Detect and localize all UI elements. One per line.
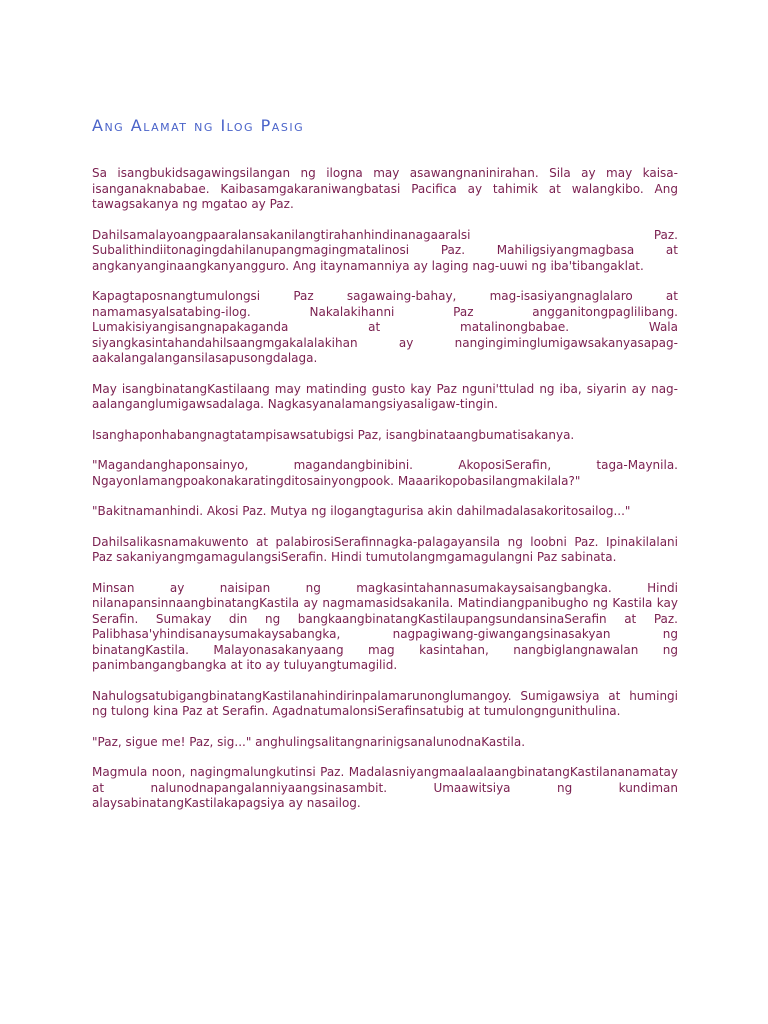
- paragraph: "Bakitnamanhindi. Akosi Paz. Mutya ng ilogangtagurisa akin dahilmadalasakoritosailog...": [92, 504, 631, 518]
- paragraph: Sa isangbukidsagawingsilangan ng ilogna may asawangnaninirahan. Sila ay may kaisa-isanganaknababae. Kaibasamgakaraniwangbatasi Pacifica ay tahimik at walangkibo. Ang tawagsakanya ng mgatao ay Paz.: [92, 166, 678, 211]
- paragraph: Dahilsamalayoangpaaralansakanilangtirahanhindinanagaaralsi Paz. Subalithindiitonagingdahilanupangmagingmatalinosi Paz. Mahiligsiyangmagbasa at angkanyanginaangkanyangguro. Ang itaynamanniya ay laging nag-uuwi ng iba'tibangaklat.: [92, 227, 678, 273]
- paragraph: Dahilsalikasnamakuwento at palabirosiSerafinnagka-palagayansila ng loobni Paz. Ipinakilalani Paz sakaniyangmgamagulangsiSerafin. Hindi tumutolangmgamagulangni Paz sabinata.: [92, 534, 678, 564]
- paragraph: Minsan ay naisipan ng magkasintahannasumakaysaisangbangka. Hindi nilanapansinnaangbinatangKastila ay nagmamasidsakanila. Matindiangpanibugho ng Kastila kay Serafin. Sumakay din ng bangkaangbinatangKastilaupangsundansinaSerafin at Paz. Palibhasa'yhindisanaysumakaysabangka, nagpagiwang-giwangangsinasakyan ng binatangKastila. Malayonasakanyaang mag kasintahan, nangbiglangnawalan ng panimbangangbangka at ito ay tuluyangtumagilid.: [92, 580, 678, 672]
- paragraph: "Paz, sigue me! Paz, sig..." anghulingsalitangnarinigsanalunodnaKastila.: [92, 734, 526, 749]
- document-title: Ang Alamat ng Ilog Pasig: [92, 116, 305, 135]
- paragraph: Magmula noon, nagingmalungkutinsi Paz. MadalasniyangmaalaalaangbinatangKastilananamatay at nalunodnapangalanniyaangsinasambit. Umaawitsiya ng kundiman alaysabinatangKastilakapagsiya ay nasailog.: [92, 765, 678, 810]
- paragraph: NahulogsatubigangbinatangKastilanahindirinpalamarunonglumangoy. Sumigawsiya at humingi ng tulong kina Paz at Serafin. AgadnatumalonsiSerafinsatubig at tumulongngunithulina.: [92, 688, 678, 718]
- paragraph: "Magandanghaponsainyo, magandangbinibini. AkoposiSerafin, taga-Maynila. Ngayonlamangpoakonakaratingditosainyongpook. Maaarikopobasilangmakilala?": [92, 458, 678, 488]
- paragraph: May isangbinatangKastilaang may matinding gusto kay Paz nguni'ttulad ng iba, siyarin ay nag-aalanganglumigawsadalaga. Nagkasyanalamangsiyasaligaw-tingin.: [92, 381, 678, 411]
- paragraph: Kapagtaposnangtumulongsi Paz sagawaing-bahay, mag-isasiyangnaglalaro at namamasyalsatabing-ilog. Nakalakihanni Paz angganitongpaglilibang. Lumakisiyangisangnapakaganda at matalinongbabae. Wala siyangkasintahandahilsaangmgakalalakihan ay nangingiminglumigawsakanyasapag-aakalangalangansilasapusongdalaga.: [92, 289, 678, 365]
- paragraph: Isanghaponhabangnagtatampisawsatubigsi Paz, isangbinataangbumatisakanya.: [92, 427, 575, 442]
